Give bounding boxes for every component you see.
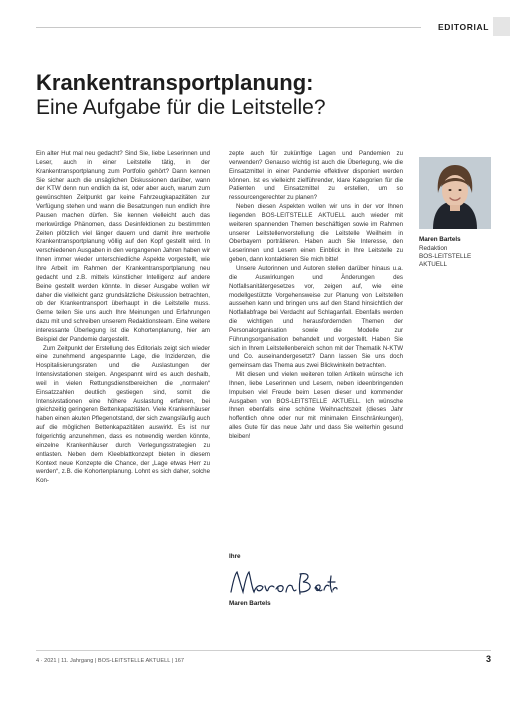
signer-name: Maren Bartels	[229, 600, 271, 607]
header-rule	[36, 27, 421, 28]
footer-issue-info: 4 · 2021 | 11. Jahrgang | BOS-LEITSTELLE AKTUELL | 167	[36, 658, 185, 664]
text-column-left	[36, 150, 210, 486]
footer-rule	[36, 650, 491, 651]
section-tab	[493, 17, 510, 36]
handwritten-signature	[229, 568, 339, 598]
author-role: Redaktion	[419, 245, 448, 252]
paragraph: Unsere Autorinnen und Autoren stellen darüber hinaus u.a. die Auswirkungen und Änderungen des Notfallsanitätergesetzes vor, zeigen auf, wie eine modellgestützte Vorgehensweise zur Planung von Leitstellen aussehen kann und bringen uns auf den Stand hinsichtlich der Notfallabfrage bei Verdacht auf Schlaganfall. Ebenfalls werden die wichtigen und herausfordernden Themen der Personalorganisation sowie die Modelle zur Führungsorganisation behandelt und vorgestellt. Haben Sie sich in Ihrem Leitstellenbereich schon mit der Thematik N-KTW und Co. auseinandergesetzt? Dann lassen Sie uns doch gemeinsam das Thema aus zwei Blickwinkeln betrachten.	[229, 264, 403, 370]
author-portrait	[419, 157, 491, 229]
text-column-right	[229, 150, 403, 442]
author-name: Maren Bartels	[419, 236, 461, 243]
paragraph: zepte auch für zukünftige Lagen und Pandemien zu verwenden? Genauso wichtig ist auch die Überlegung, wie die Einsatzmittel in einer Pandemie effektiver disponiert werden können. Ist es vielleicht zielführender, klare Kategorien für die Patienten und Einsatzmittel zu erstellen, um so ressourcengerechter zu planen?	[229, 150, 403, 202]
paragraph: Zum Zeitpunkt der Erstellung des Editorials zeigt sich wieder eine zunehmend angespannte Lage, die Inzidenzen, die Hospitalisierungsraten und die Auslastungen der Intensivstationen steigen. Angespannt wird es auch deshalb, weil in vielen Rettungsdienstbereichen die „normalen“ Einsatzzahlen deutlich gestiegen sind, somit die Intensivstationen eine höhere Auslastung erfahren, bei gleichzeitig geringeren Bettenkapazitäten. Viele Krankenhäuser haben einen akuten Pflegenotstand, der sich zwangsläufig auch auf die möglichen Bettenkapazitäten auswirkt. Es ist nur folgerichtig anzunehmen, dass es notwendig werden könnte, einzelne Krankenhäuser durch Verlegungsstrategien zu entlasten. Neben dem Kleeblattkonzept bieten in diesem Kontext neue Konzepte die Chance, der „Lage etwas Herr zu werden“, z.B. die Kohortenplanung. Lohnt es sich daher, solche Kon-	[36, 344, 210, 485]
paragraph: Ein alter Hut mal neu gedacht? Sind Sie, liebe Leserinnen und Leser, auch in einer Leitstelle tätig, in der Krankentransportplanung zum Portfolio gehört? Dann kennen Sie sicher auch die unsäglichen Diskussionen darüber, wann der KTW denn nun endlich da ist, oder aber auch, warum zum gewünschten Zeitpunkt gar keine Fahrzeugkapazitäten zur Verfügung stehen und wann die Besatzungen nun endlich ihre Pausen machen dürfen. Sie kennen vielleicht auch das merkwürdige Phänomen, dass Desinfektionen zu bestimmten Zeiten plötzlich viel länger dauern und damit ihre wertvolle Krankentransportplanung völlig auf den Kopf gestellt wird. In verschiedenen Ausgaben in den vergangenen Jahren haben wir Ihnen immer wieder unterschiedliche Aspekte vorgestellt, wie Ihre Arbeit im Rahmen der Krankentransportplanung neu gedacht und z.B. mittels künstlicher Intelligenz auf andere Beine gestellt werden könnte. In dieser Ausgabe wollen wir daher die vielleicht ganz grundsätzliche Diskussion betrachten, ob der Krankentransport überhaupt in die Leitstelle muss. Gerne teilen Sie uns auch Ihre Meinungen und Erfahrungen dazu mit und schreiben unserem Redaktionsteam. Eine weitere interessante Überlegung ist die Kohortenplanung, hier am Beispiel der Pandemie dargestellt.	[36, 150, 210, 343]
author-publication: BOS-LEITSTELLE	[419, 253, 472, 260]
section-label: EDITORIAL	[421, 17, 495, 36]
closing-salutation: Ihre	[229, 553, 241, 560]
paragraph: Mit diesen und vielen weiteren tollen Artikeln wünsche ich Ihnen, liebe Leserinnen und Lesern, neben ideenbringenden Impulsen viel Freude beim Lesen dieser und kommender Ausgaben von BOS-LEITSTELLE AKTUELL. Ich wünsche Ihnen ebenfalls eine schöne Weihnachtszeit (dieses Jahr hoffentlich ohne oder nur mit minimalen Einschränkungen), alles Gute für das neue Jahr und dass Sie weiterhin gesund bleiben!	[229, 371, 403, 440]
article-title: Krankentransportplanung:	[36, 70, 314, 95]
article-subtitle: Eine Aufgabe für die Leitstelle?	[36, 96, 326, 119]
page-number: 3	[485, 654, 491, 664]
author-publication-cont: AKTUELL	[419, 261, 447, 268]
paragraph: Neben diesen Aspekten wollen wir uns in der vor Ihnen liegenden BOS-LEITSTELLE AKTUELL auch wieder mit weiteren spannenden Themen beschäftigen sowie im Rahmen unserer Leitstellenvorstellung die Leitstelle Weilheim in Oberbayern porträtieren. Haben auch Sie Interesse, den Leserinnen und Lesern einen Einblick in Ihre Leitstelle zu geben, dann kontaktieren Sie mich bitte!	[229, 203, 403, 264]
